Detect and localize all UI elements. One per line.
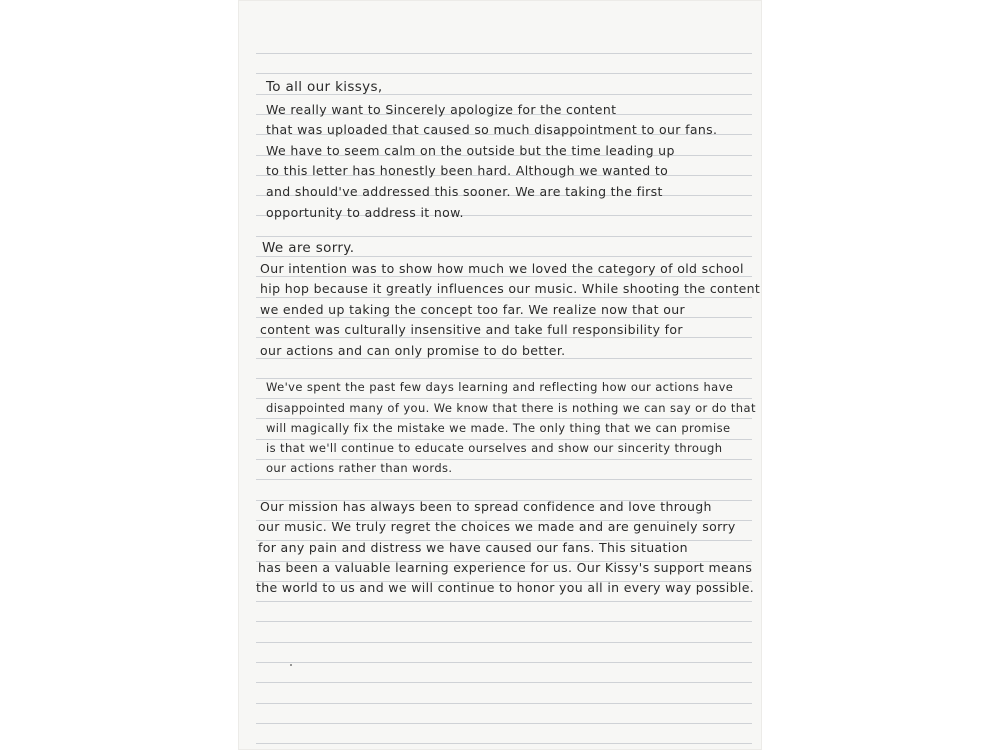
- paragraph1-line: that was uploaded that caused so much disappointment to our fans.: [266, 122, 718, 137]
- paragraph4-line: has been a valuable learning experience for us. Our Kissy's support means: [258, 560, 753, 575]
- greeting: To all our kissys,: [266, 79, 383, 95]
- paragraph4-line: our music. We truly regret the choices we made and are genuinely sorry: [258, 519, 736, 534]
- paragraph2-line: we ended up taking the concept too far. We realize now that our: [260, 302, 685, 317]
- paragraph3-line: We've spent the past few days learning and reflecting how our actions have: [266, 380, 734, 394]
- paragraph4-line: the world to us and we will continue to honor you all in every way possible.: [256, 580, 755, 595]
- paragraph4-line: for any pain and distress we have caused our fans. This situation: [258, 540, 688, 555]
- paragraph1-line: We have to seem calm on the outside but the time leading up: [266, 143, 675, 158]
- apology-heading: We are sorry.: [262, 240, 355, 256]
- paragraph2-line: our actions and can only promise to do better.: [260, 343, 566, 358]
- paragraph1-line: to this letter has honestly been hard. Although we wanted to: [266, 163, 669, 178]
- paragraph2-line: Our intention was to show how much we loved the category of old school: [260, 261, 744, 276]
- paragraph3-line: will magically fix the mistake we made. The only thing that we can promise: [266, 421, 731, 435]
- paragraph1-line: We really want to Sincerely apologize for the content: [266, 102, 617, 117]
- notebook-page: [238, 0, 762, 750]
- paragraph4-line: Our mission has always been to spread confidence and love through: [260, 499, 712, 514]
- paragraph1-line: opportunity to address it now.: [266, 205, 464, 220]
- paragraph1-line: and should've addressed this sooner. We are taking the first: [266, 184, 663, 199]
- paragraph3-line: our actions rather than words.: [266, 461, 453, 475]
- paragraph2-line: hip hop because it greatly influences our music. While shooting the content: [260, 281, 761, 296]
- paragraph2-line: content was culturally insensitive and take full responsibility for: [260, 322, 683, 337]
- ink-dot: [290, 664, 292, 666]
- letter-body: [256, 0, 761, 750]
- paragraph3-line: is that we'll continue to educate ourselves and show our sincerity through: [266, 441, 723, 455]
- paragraph3-line: disappointed many of you. We know that there is nothing we can say or do that: [266, 401, 756, 415]
